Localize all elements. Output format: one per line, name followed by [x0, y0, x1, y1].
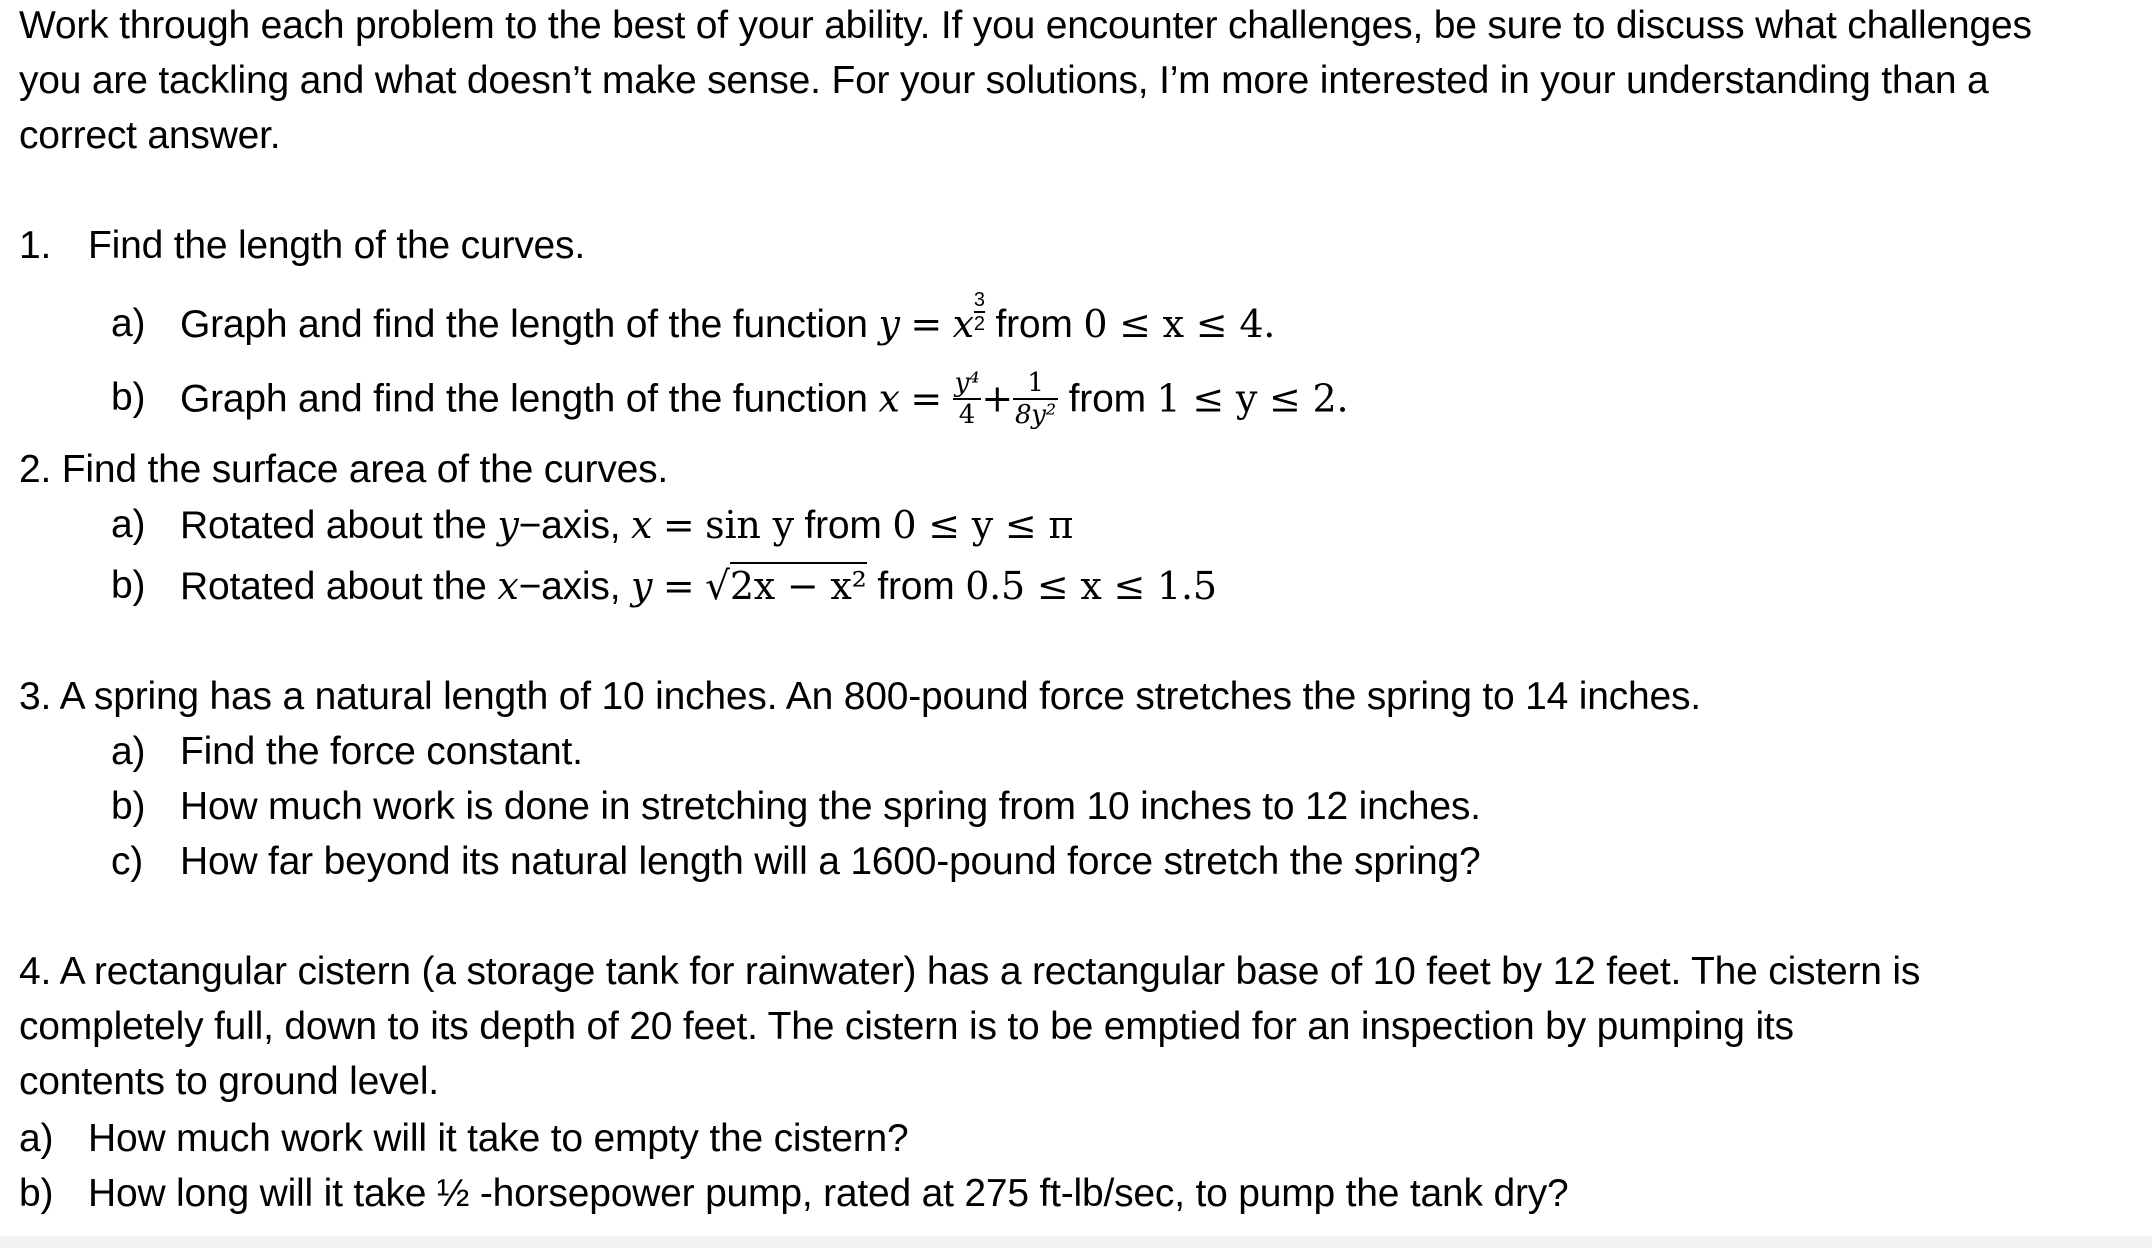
q2a-text: Rotated about the: [180, 504, 487, 547]
q2b-line: [180, 558, 1217, 615]
q1b-fraction-2: [1013, 368, 1058, 430]
q2-title: 2. Find the surface area of the curves.: [19, 448, 669, 491]
q2b-eq-lhs: y: [630, 564, 653, 608]
q1b-text: Graph and find the length of the function: [180, 377, 868, 421]
q1b-frac2-den: 8y²: [1014, 400, 1057, 430]
q1-title: Find the length of the curves.: [88, 224, 585, 267]
q2a-eq-lhs: x: [631, 503, 653, 547]
q2b-sqrt: [705, 564, 867, 609]
q3b-text: How much work is done in stretching the spring from 10 inches to 12 inches.: [180, 785, 1481, 828]
q3c-text: How far beyond its natural length will a 1600-pound force stretch the spring?: [180, 840, 1481, 883]
q1-number: 1.: [19, 224, 52, 267]
q1a-exp-num: 3: [973, 289, 985, 311]
page-bottom-edge: [0, 1236, 2152, 1248]
q2b-eq-equals: =: [662, 564, 695, 608]
q2a-from: from: [804, 504, 882, 547]
q4a-text: How much work will it take to empty the cistern?: [88, 1117, 909, 1160]
q2a-line: [180, 497, 1073, 554]
q2a-range: 0 ≤ y ≤ π: [892, 503, 1074, 547]
q1b-plus: +: [981, 376, 1013, 421]
q4-line-2: completely full, down to its depth of 20 feet. The cistern is to be emptied for an inspection by pumping its: [19, 1005, 1794, 1048]
q1b-label: b): [111, 376, 146, 419]
q1b-frac1-den: 4: [958, 400, 976, 430]
q1a-text: Graph and find the length of the function: [180, 303, 868, 346]
q3c-label: c): [111, 840, 144, 883]
q1a-exponent: [974, 290, 985, 334]
q1a-exp-den: 2: [973, 313, 985, 335]
q1a-label: a): [111, 302, 146, 345]
q2a-label: a): [111, 503, 146, 546]
q2b-radical-icon: √: [705, 564, 730, 609]
intro-paragraph: [19, 0, 2059, 163]
q1b-line: [180, 370, 1348, 432]
q1b-eq-equals: =: [910, 376, 942, 421]
q1a-from: from: [995, 303, 1073, 346]
intro-text: Work through each problem to the best of your ability. If you encounter challenges, be sure to discuss what challenges you are tackling and what doesn’t make sense. For your solutions, I’m more interested in your understanding than a correct answer.: [19, 4, 2032, 157]
q3b-label: b): [111, 785, 146, 828]
q2b-radicand: 2x − x²: [729, 564, 867, 608]
q2a-eq-equals: =: [662, 503, 695, 547]
q3a-text: Find the force constant.: [180, 730, 583, 773]
q2a-axis-var: y: [497, 503, 519, 547]
q1a-eq-y: y: [878, 302, 900, 346]
q4a-label: a): [19, 1117, 54, 1160]
q2a-axis-text: −axis,: [518, 504, 621, 547]
q3-title: 3. A spring has a natural length of 10 inches. An 800-pound force stretches the spring to 14 inches.: [19, 675, 1701, 718]
q2a-eq-rhs: sin y: [705, 503, 794, 547]
q2b-range: 0.5 ≤ x ≤ 1.5: [965, 564, 1217, 608]
q1b-frac1-num: y⁴: [954, 368, 980, 398]
q1b-range: 1 ≤ y ≤ 2.: [1156, 376, 1349, 421]
q4b-text: How long will it take ½ -horsepower pump, rated at 275 ft-lb/sec, to pump the tank dry?: [88, 1172, 1569, 1215]
q1b-eq-x: x: [878, 376, 900, 421]
q2b-label: b): [111, 564, 146, 607]
q1a-range: 0 ≤ x ≤ 4.: [1083, 302, 1276, 346]
q2b-from: from: [877, 565, 955, 608]
q1a-eq-x: x: [952, 302, 974, 346]
q2b-axis-var: x: [497, 564, 519, 608]
q4b-label: b): [19, 1172, 54, 1215]
q1b-fraction-1: [953, 368, 982, 430]
q3a-label: a): [111, 730, 146, 773]
q1b-from: from: [1068, 377, 1146, 421]
q2b-text: Rotated about the: [180, 565, 487, 608]
q2b-axis-text: −axis,: [518, 565, 621, 608]
q1a-line: [180, 289, 1276, 353]
q1b-frac2-num: 1: [1013, 368, 1058, 400]
q4-line-3: contents to ground level.: [19, 1060, 439, 1103]
q4-line-1: 4. A rectangular cistern (a storage tank for rainwater) has a rectangular base of 10 feet by 12 feet. The cistern is: [19, 950, 1921, 993]
q1a-eq-equals: =: [910, 302, 943, 346]
